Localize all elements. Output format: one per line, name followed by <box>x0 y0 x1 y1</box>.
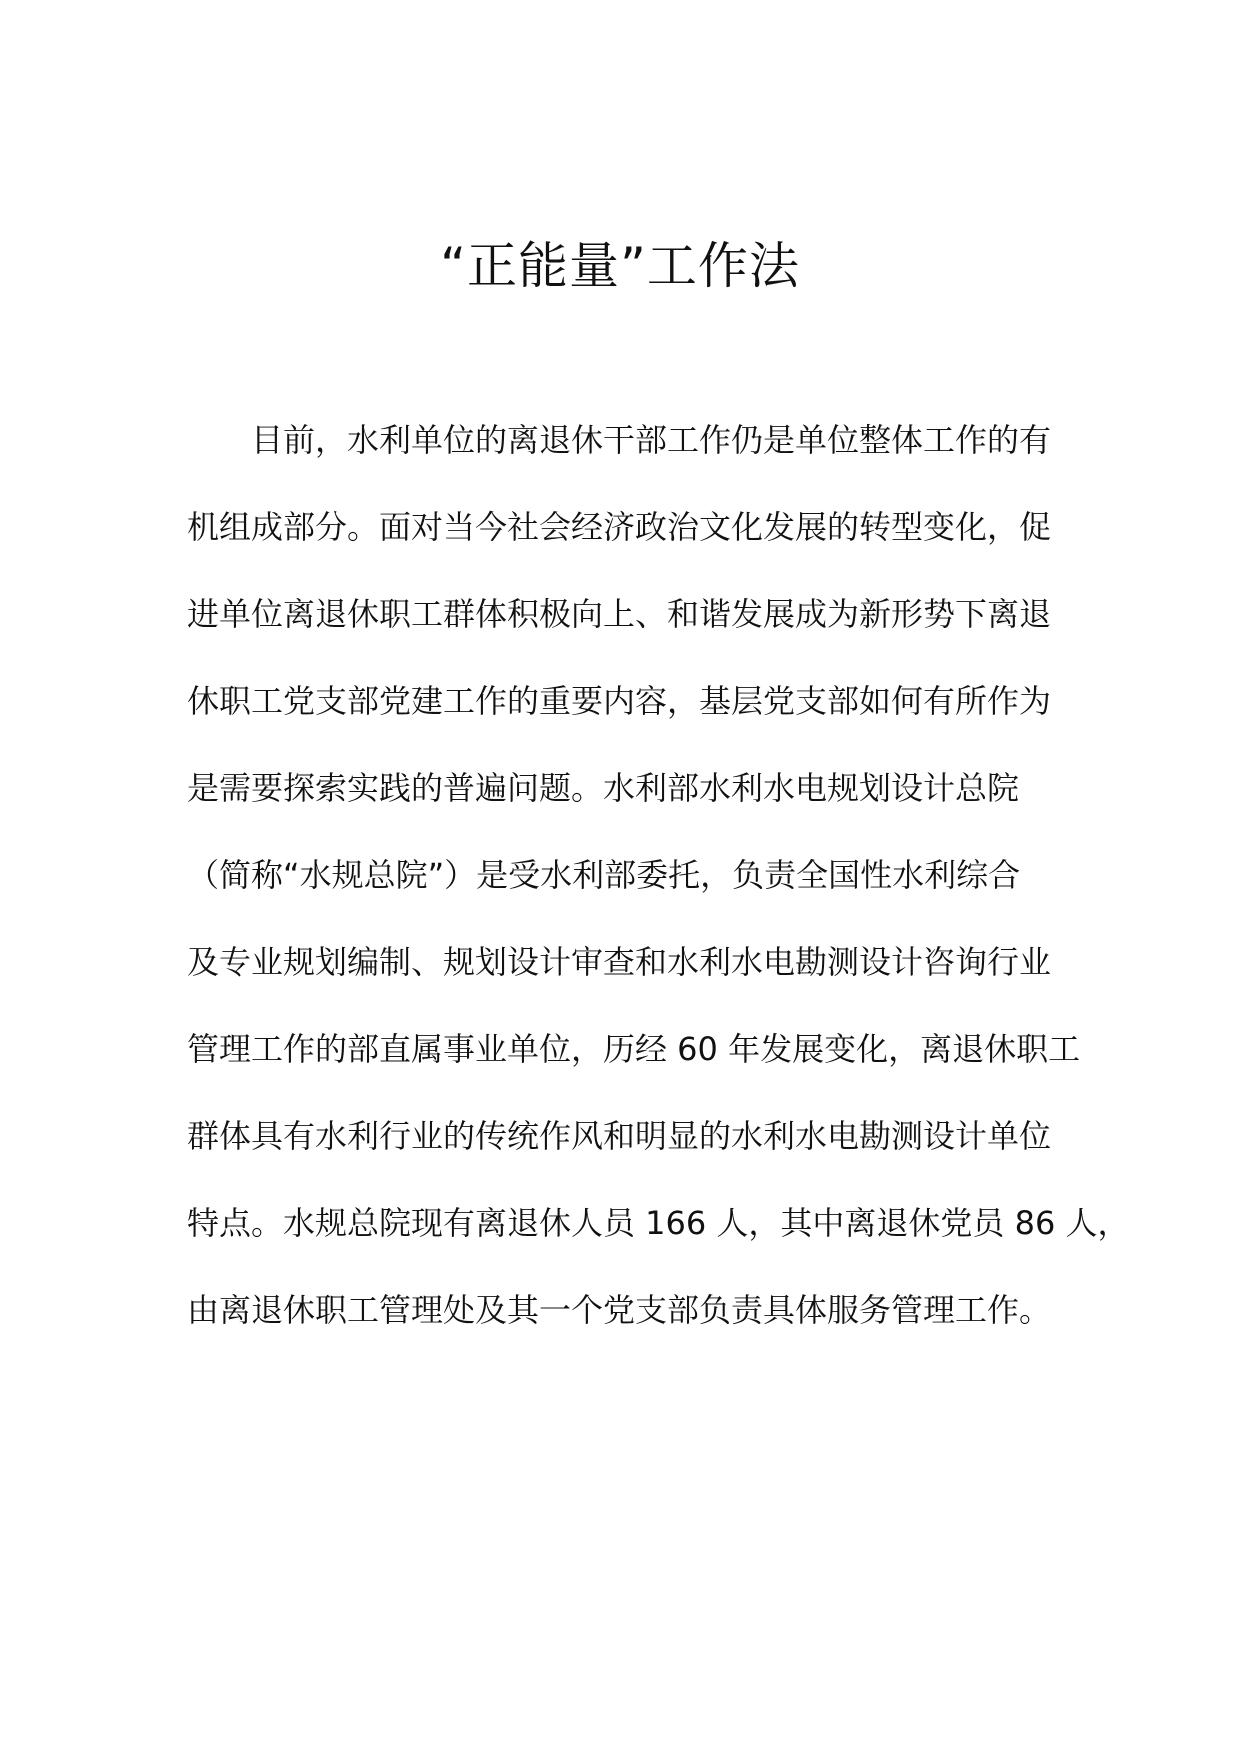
paragraph-line: 目前，水利单位的离退休干部工作仍是单位整体工作的有 <box>251 421 1052 459</box>
paragraph-line: 休职工党支部党建工作的重要内容，基层党支部如何有所作为 <box>187 682 1052 720</box>
paragraph-line: 及专业规划编制、规划设计审查和水利水电勘测设计咨询行业 <box>187 943 1052 981</box>
paragraph-line: 进单位离退休职工群体积极向上、和谐发展成为新形势下离退 <box>187 595 1052 633</box>
paragraph-line: 由离退休职工管理处及其一个党支部负责具体服务管理工作。 <box>187 1291 1052 1329</box>
paragraph-line: 群体具有水利行业的传统作风和明显的水利水电勘测设计单位 <box>187 1117 1052 1155</box>
paragraph-line: 是需要探索实践的普遍问题。水利部水利水电规划设计总院 <box>187 769 1020 807</box>
paragraph-line: 机组成部分。面对当今社会经济政治文化发展的转型变化，促 <box>187 508 1052 546</box>
paragraph-line: （简称“水规总院”）是受水利部委托，负责全国性水利综合 <box>187 856 1021 894</box>
paragraph-line: 管理工作的部直属事业单位，历经 60 年发展变化，离退休职工 <box>187 1030 1081 1068</box>
document-title: “正能量”工作法 <box>440 237 800 295</box>
paragraph-line: 特点。水规总院现有离退休人员 166 人，其中离退休党员 86 人， <box>187 1204 1130 1242</box>
